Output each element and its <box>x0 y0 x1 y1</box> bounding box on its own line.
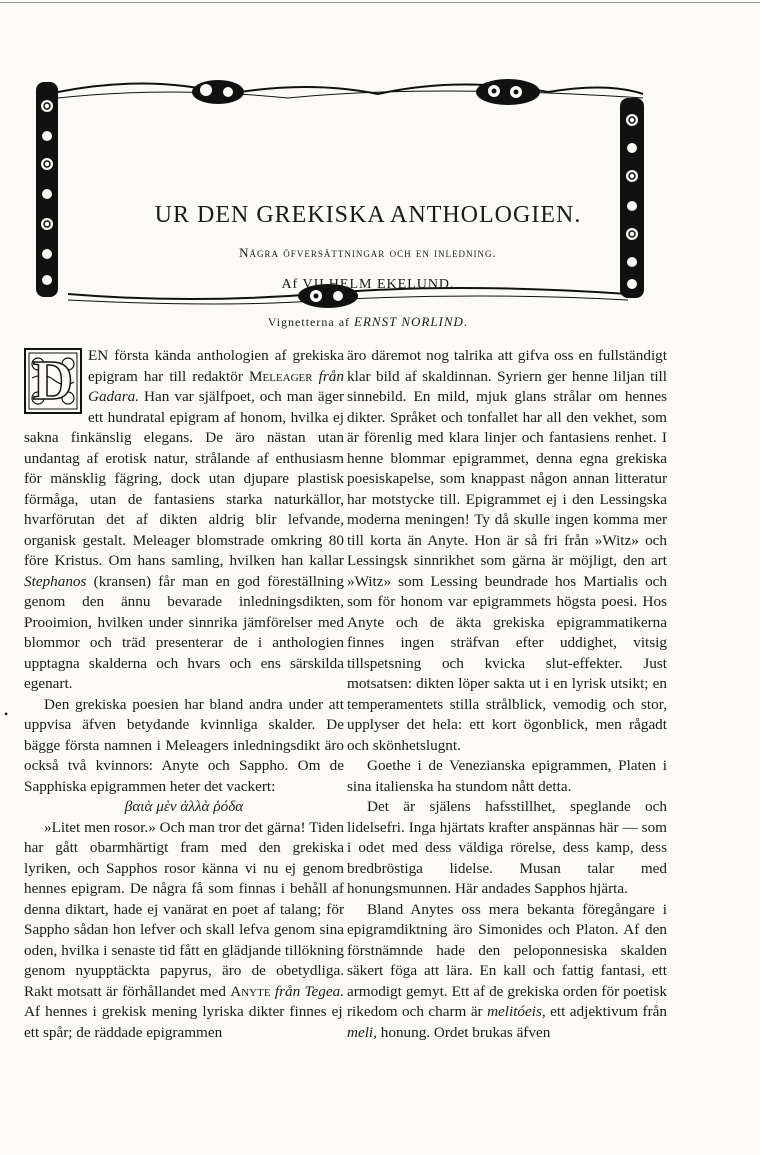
left-column <box>24 346 344 1043</box>
floral-border-icon <box>28 72 668 312</box>
text-italic: meli, <box>347 1023 377 1041</box>
vignettes-label: Vignetterna af <box>267 315 351 329</box>
text: Han var själfpoet, och man äger ett hundratal epigram af honom, hvilka ej sakna finkänslig elegans. De äro nästan utan undantag af erotisk natur, strålande af enthusiasm för mänsklig fägring, dock utan djupare plastisk förmåga, utan de fantasiens starka naturkällor, hvarförutan det af dikten aldrig blir lefvande, organisk gestalt. Meleager blomstrade omkring 80 före Kristus. Om hans samling, hvilken han kallar <box>24 388 344 569</box>
text: Bland Anytes oss mera bekanta föregångare i epigramdiktning äro Simonides och Platon. Af den förstnämnde hade den peloponnesiska skalden säkert föga att lära. En kall och fattig fantasi, ett armodigt gemyt. Ett af de grekiska orden för poetisk rikedom och charm är <box>347 900 667 1020</box>
text: Af hennes i grekisk mening lyriska dikter finnes ej ett spår; de räddade epigrammen <box>24 1003 343 1041</box>
text: »Litet men rosor.» Och man tror det gärna! Tiden har gått obarmhärtigt fram med den grekiska lyriken, och Sapphos rosor känna vi nu ej genom hennes epigram. De några få som finnas i behåll af denna diktart, hade ej vanärat en poet af talang; för Sappho sådan hon lefver och skall lefva genom sina oden, hvilka i senaste tid fått en glädjande tillökning genom nyupptäckta papyrus, äro de obetydliga. Rakt motsatt är förhållandet med <box>24 818 344 1000</box>
article-subtitle: Några öfversättningar och en inledning. <box>239 245 497 260</box>
text-italic: från Gadara. <box>88 367 344 405</box>
vignettes-credit <box>28 314 708 330</box>
drop-cap-letter: D <box>32 350 74 412</box>
paragraph <box>347 900 667 1044</box>
text: ett adjektivum från <box>545 1003 667 1020</box>
text: (kransen) får man en god föreställning genom den ännu bevarade inledningsdikten, Prooimion, hvilken under sinnrika jämförelser med blommor och träd presenterar de i anthologien upptagna skalderna och hvars och ens särskilda egenart. <box>24 572 344 692</box>
decorative-header-frame <box>28 72 658 329</box>
margin-mark: • <box>4 707 9 721</box>
paragraph: Den grekiska poesien har bland andra under att uppvisa äfven betydande kvinnliga skalder. De bägge första namnen i Meleagers inledningsdikt äro också två kvinnors: Anyte och Sappho. Om de Sapphiska epigrammen heter det vackert: <box>24 695 344 795</box>
drop-cap <box>24 348 82 414</box>
text-italic: Stephanos <box>24 572 87 590</box>
author-name: Meleager <box>248 367 313 385</box>
page-top-rule <box>0 2 760 3</box>
paragraph: Det är själens hafsstillhet, speglande och lidelsefri. Inga hjärtats krafter anspännas här — som i odet med dess väldiga rörelse, dess kamp, dess bredbröstiga lidelse. Musan talar med honungsmunnen. Här andades Sapphos hjärta. <box>347 798 667 897</box>
text: honung. Ordet brukas äfven <box>376 1023 551 1041</box>
paragraph: äro däremot nog talrika att gifva oss en fullständigt klar bild af skaldinnan. Syriern ger henne liljan till sinnebild. En mild, mjuk glans strålar om hennes dikter. Språket och tonfallet har all den vekhet, som är förenlig med klara linjer och fantasiens renhet. I henne blommar epigrammet, denna egna grekiska poesiskapelse, som knappast någon annan litteratur har motstycke till. Epigrammet ej i den Lessingska moderna meningen! Ty då skulle ingen komma mer till korta än Anyte. Hon är så fri från »Witz» och Lessingsk sinnrikhet som gärna är möjligt, den art »Witz» som Lessing beundrade hos Martialis och som för honom var epigrammets högsta poesi. Hos Anyte och de äkta grekiska epigrammatikerna finnes ingen sträfvan efter uddighet, vitsig tillspetsning och kvicka slut-effekter. Just motsatsen: dikten löper sakta ut i en lyrisk utsikt; en temperamentets stilla strålblick, vemodig och stor, upplyser det hela: ett kort ögonblick, men rågadt och skönhetslugnt. <box>347 347 667 754</box>
text-italic: melitóeis, <box>487 1003 546 1020</box>
text-italic: från Tegea. <box>270 982 344 1000</box>
author-name: Anyte <box>230 982 271 1000</box>
text: EN första kända anthologien af grekiska epigram har till redaktör <box>88 347 344 385</box>
paragraph <box>24 818 344 1044</box>
paragraph: Goethe i de Venezianska epigrammen, Platen i sina italienska ha stundom nått detta. <box>347 757 667 795</box>
greek-quote: βαιὰ μὲν ἀλλὰ ῥόδα <box>124 798 244 815</box>
article-author: Af VILHELM EKELUND. <box>281 277 455 292</box>
vignettes-artist: ERNST NORLIND. <box>354 314 469 329</box>
right-column <box>347 346 667 1043</box>
paragraph <box>24 346 344 695</box>
article-title: UR DEN GREKISKA ANTHOLOGIEN. <box>154 202 582 228</box>
